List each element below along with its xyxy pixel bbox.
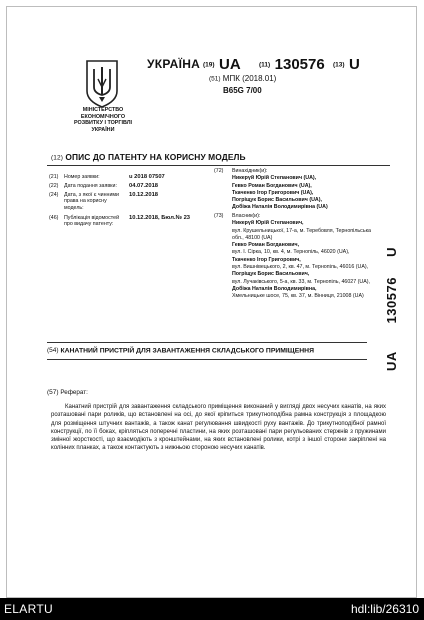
- abstract-heading: [47, 389, 88, 396]
- inid-code: (54): [47, 347, 59, 354]
- biblio-value: 10.12.2018: [129, 192, 159, 198]
- biblio-block: [49, 174, 209, 234]
- model-title-text: КАНАТНИЙ ПРИСТРІЙ ДЛЯ ЗАВАНТАЖЕННЯ СКЛАДСЬКОГО ПРИМІЩЕННЯ: [60, 347, 314, 355]
- ipc-label: МПК (2018.01): [222, 74, 277, 83]
- footer-source: ELARTU: [4, 602, 53, 616]
- document-title: [51, 152, 246, 162]
- owner-address: вул. Вишнівецького, 2, кв. 47, м. Тернопіль, 46016 (UA),: [232, 264, 369, 271]
- vertical-kind: U: [384, 246, 399, 257]
- owner-name: Никерүй Юрій Степанович,: [232, 220, 304, 227]
- inid-code: (21): [49, 174, 59, 180]
- owner-name: Ткаченко Ігор Григорович,: [232, 256, 301, 263]
- abstract-heading-text: Реферат:: [60, 389, 88, 397]
- biblio-value: 04.07.2018: [129, 183, 159, 189]
- owner-name: Погріщук Борис Васильович,: [232, 271, 310, 278]
- vertical-patent-id: [384, 246, 404, 371]
- biblio-row: [49, 183, 209, 191]
- owners-label: Власник(и):: [232, 213, 261, 219]
- patent-number-group: [259, 56, 325, 74]
- footer-bar: [0, 598, 424, 620]
- owner-name: Гевко Роман Богданович,: [232, 242, 300, 249]
- inventor-name: Ткаченко Ігор Григорович (UA),: [232, 189, 314, 196]
- biblio-value: 10.12.2018, Бюл.№ 23: [129, 215, 191, 221]
- inid-code: (51): [209, 75, 221, 83]
- owner-address: Хмельницьке шосе, 75, кв. 37, м. Вінниця, 21008 (UA): [232, 293, 364, 300]
- kind-code-group: [333, 56, 360, 74]
- inid-code: (72): [214, 168, 224, 174]
- country-code-group: [203, 56, 241, 74]
- owner-address: вул. І. Сірка, 10, кв. 4, м. Тернопіль, 46020 (UA),: [232, 249, 350, 256]
- inventors-block: [214, 168, 374, 212]
- ministry-line: УКРАЇНИ: [91, 126, 115, 133]
- ipc-label-group: [209, 74, 276, 83]
- divider: [47, 342, 367, 343]
- inid-code: (24): [49, 192, 59, 198]
- inid-code: (73): [214, 213, 224, 219]
- ministry-line: ЕКОНОМІЧНОГО: [80, 113, 126, 120]
- ministry-name: [67, 107, 139, 133]
- abstract-text: Канатний пристрій для завантаження складського приміщення виконаний у вигляді двох несучих канатів, на яких розташовані пари роликів, що встановлені на осі, до якої кріпиться трикутноподібна рамна конструкція з площадкою для розміщення штучних вантажів, а також канат регулювання швидкості руху вантажів. До трикутноподібної рамної конструкції, по її боках, кріпляться поперечні пластини, на яких розташовані пари регульованих стержнів з пружинами змінної жорсткості, що взаємодіють з кронштейнами, на яких встановлені ролики, котрі з іншої сторони закріплені на колінних планках, а також контактують з нижньою стороною несучих канатів.: [51, 404, 386, 452]
- document-page: [6, 6, 417, 598]
- owner-address: вул. Лучаківського, 5-а, кв. 33, м. Тернопіль, 46027 (UA),: [232, 278, 371, 285]
- inid-code: (46): [49, 215, 59, 221]
- owner-name: Добіжа Наталія Володимирівна,: [232, 285, 317, 292]
- inid-code: (12): [51, 154, 63, 162]
- ministry-line: РОЗВИТКУ І ТОРГІВЛІ: [74, 120, 132, 127]
- biblio-row: [49, 174, 209, 182]
- model-title: [47, 347, 372, 354]
- owner-address: вул. Крушельницької, 17-а, м. Теребовля, Тернопільська обл., 48100 (UA): [232, 227, 371, 241]
- document-title-text: ОПИС ДО ПАТЕНТУ НА КОРИСНУ МОДЕЛЬ: [65, 152, 246, 162]
- ipc-class: B65G 7/00: [223, 86, 262, 95]
- biblio-label: Дата, з якої є чинними права на корисну модель:: [64, 192, 120, 211]
- inventor-name: Погріщук Борис Васильович (UA),: [232, 197, 322, 204]
- biblio-label: Публікація відомостей про видачу патенту:: [64, 215, 120, 228]
- patent-number: 130576: [274, 56, 325, 73]
- biblio-row: [49, 192, 209, 214]
- biblio-row: [49, 215, 209, 229]
- inventors-label: Винахідник(и):: [232, 168, 268, 174]
- owners-block: [214, 213, 374, 301]
- footer-handle: hdl:lib/26310: [350, 602, 419, 616]
- inventor-name: Гевко Роман Богданович (UA),: [232, 182, 312, 189]
- inid-code: (57): [47, 389, 59, 396]
- biblio-label: Дата подання заявки:: [64, 183, 117, 189]
- divider: [47, 165, 390, 166]
- inventor-name: Добіжа Наталія Володимирівна (UA): [232, 204, 328, 211]
- inid-code: (13): [333, 61, 345, 69]
- inid-code: (22): [49, 183, 59, 189]
- country-name: УКРАЇНА: [147, 57, 201, 71]
- biblio-value: u 2018 07507: [129, 174, 165, 180]
- inid-code: (11): [259, 61, 271, 69]
- country-code: UA: [219, 56, 241, 73]
- biblio-label: Номер заявки:: [64, 174, 100, 180]
- vertical-number: 130576: [384, 277, 399, 324]
- kind-code: U: [349, 56, 360, 73]
- divider: [47, 359, 367, 360]
- coat-of-arms-icon: [85, 59, 119, 109]
- inid-code: (19): [203, 61, 215, 69]
- ministry-line: МІНІСТЕРСТВО: [82, 107, 124, 113]
- inventor-name: Никерүй Юрій Степанович (UA),: [232, 175, 317, 182]
- vertical-country-code: UA: [384, 351, 399, 371]
